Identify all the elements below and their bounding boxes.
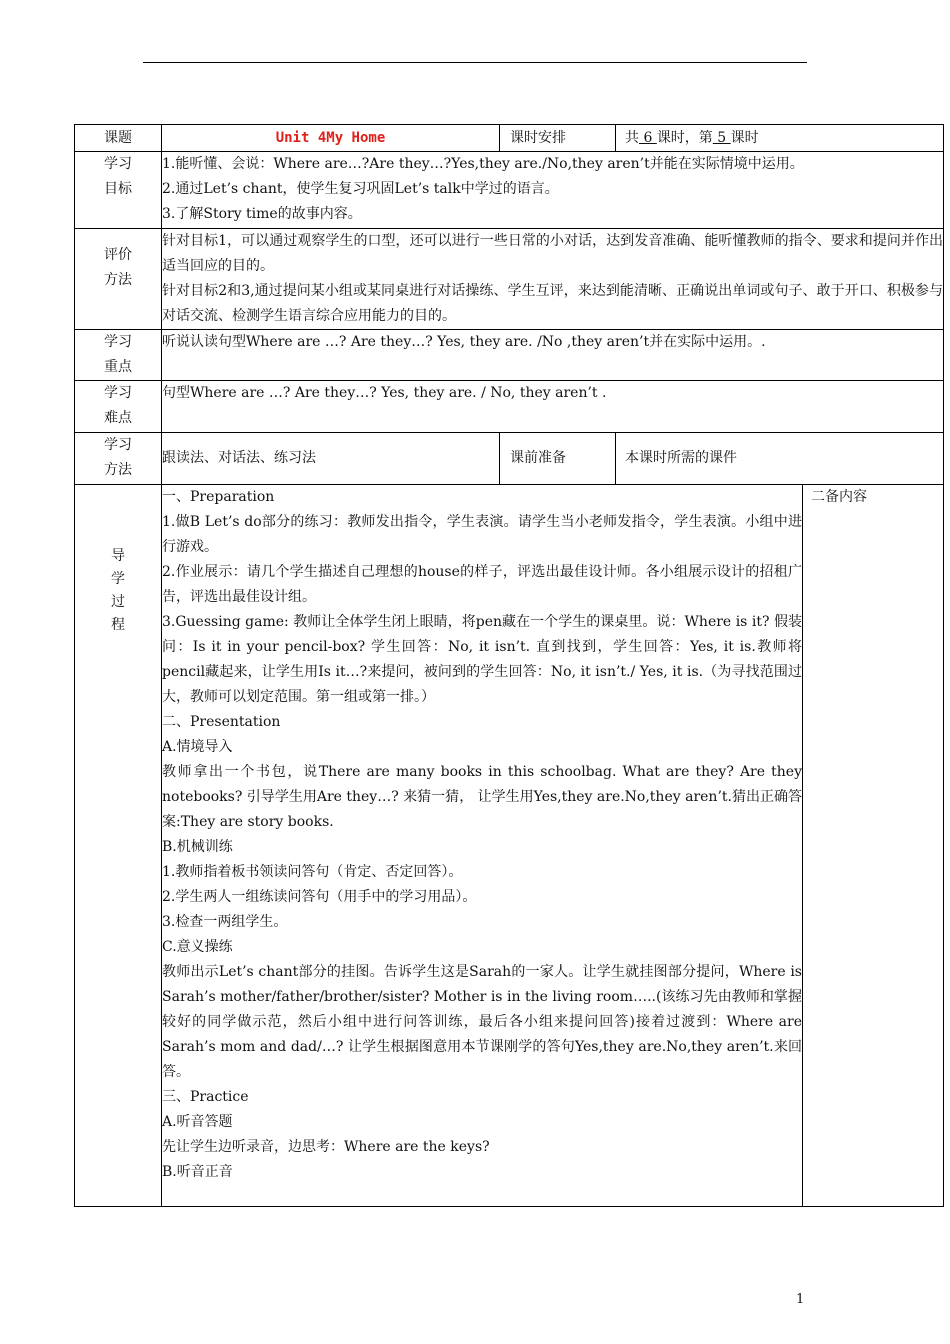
process-line: 2.作业展示：请几个学生描述自己理想的house的样子，评选出最佳设计师。各小组展示设计的招租广告，评选出最佳设计组。 — [162, 564, 802, 605]
evaluation-item: 针对目标2和3,通过提问某小组或某同桌进行对话操练、学生互评，来达到能清晰、正确说出单词或句子、敢于开口、积极参与对话交流、检测学生语言综合应用能力的目的。 — [162, 283, 943, 324]
goal-item: 2.通过Let’s chant，使学生复习巩固Let’s talk中学过的语言。 — [162, 181, 559, 197]
goal-item: 1.能听懂、会说：Where are…?Are they…?Yes,they are./No,they aren’t并能在实际情境中运用。 — [162, 156, 804, 172]
process-content — [162, 485, 803, 1207]
page-number: 1 — [796, 1292, 805, 1307]
row-difficulty — [75, 381, 944, 433]
label-goals: 学习 目标 — [75, 152, 162, 229]
evaluation-item: 针对目标1，可以通过观察学生的口型，还可以进行一些日常的小对话，达到发音准确、能听懂教师的指令、要求和提问并作出适当回应的目的。 — [162, 233, 943, 274]
process-line: C.意义操练 — [162, 939, 233, 955]
process-line: A.情境导入 — [162, 739, 233, 755]
label-topic: 课题 — [75, 125, 162, 152]
process-line: A.听音答题 — [162, 1114, 233, 1130]
side-notes: 二备内容 — [803, 485, 944, 1207]
focus-content: 听说认读句型Where are …? Are they…? Yes, they are. /No ,they aren’t并在实际中运用。. — [162, 330, 944, 381]
lesson-title: Unit 4My Home — [162, 125, 500, 152]
process-line: 3.Guessing game: 教师让全体学生闭上眼睛，将pen藏在一个学生的课桌里。说：Where is it? 假装问：Is it in your pencil-box? 学生回答：No, it isn’t. 直到找到，学生回答：Yes, it is.教师将pencil藏起来，让学生用Is it…?来提问，被问到的学生回答：No, it isn’t./ Yes, it is.（为寻找范围过大，教师可以划定范围。第一组或第一排。） — [162, 614, 802, 705]
header-rule — [143, 62, 807, 63]
process-line: 教师拿出一个书包，说There are many books in this schoolbag. What are they? Are they notebooks? 引导学生用Are they…? 来猜一猜， 让学生用Yes,they are.No,they aren’t.猜出正确答案:They are story books. — [162, 764, 802, 830]
schedule-info: 共 6 课时，第 5 课时 — [616, 125, 944, 152]
process-line: 一、Preparation — [162, 489, 275, 505]
process-line: 3.检查一两组学生。 — [162, 914, 288, 930]
difficulty-content: 句型Where are …? Are they…? Yes, they are. / No, they aren’t . — [162, 381, 944, 433]
row-topic — [75, 125, 944, 152]
process-line: 1.做B Let’s do部分的练习：教师发出指令，学生表演。请学生当小老师发指令，学生表演。小组中进行游戏。 — [162, 514, 802, 555]
row-focus — [75, 330, 944, 381]
process-line: 三、Practice — [162, 1089, 249, 1105]
process-line: 先让学生边听录音，边思考：Where are the keys? — [162, 1139, 490, 1155]
evaluation-content — [162, 229, 944, 330]
method-content: 跟读法、对话法、练习法 — [162, 433, 500, 485]
row-goals — [75, 152, 944, 229]
preparation-content: 本课时所需的课件 — [616, 433, 944, 485]
goals-content — [162, 152, 944, 229]
row-process — [75, 485, 944, 1207]
label-process: 导 学 过 程 — [75, 485, 162, 1207]
row-evaluation — [75, 229, 944, 330]
process-line: 1.教师指着板书领读问答句（肯定、否定回答）。 — [162, 864, 463, 880]
lesson-plan-table — [74, 124, 944, 1207]
label-preparation: 课前准备 — [500, 433, 616, 485]
label-method: 学习 方法 — [75, 433, 162, 485]
process-line: B.机械训练 — [162, 839, 233, 855]
process-line: B.听音正音 — [162, 1164, 233, 1180]
label-difficulty: 学习 难点 — [75, 381, 162, 433]
process-line: 教师出示Let’s chant部分的挂图。告诉学生这是Sarah的一家人。让学生就挂图部分提问，Where is Sarah’s mother/father/brother/sister? Mother is in the living room…..(该练习先由教师和掌握较好的同学做示范，然后小组中进行问答训练，最后各小组来提问回答)接着过渡到：Where are Sarah’s mom and dad/…? 让学生根据图意用本节课刚学的答句Yes,they are.No,they aren’t.来回答。 — [162, 964, 802, 1080]
row-method — [75, 433, 944, 485]
label-schedule: 课时安排 — [500, 125, 616, 152]
goal-item: 3.了解Story time的故事内容。 — [162, 206, 362, 222]
label-focus: 学习 重点 — [75, 330, 162, 381]
schedule-current: 5 — [712, 130, 731, 146]
process-line: 2.学生两人一组练读问答句（用手中的学习用品）。 — [162, 889, 477, 905]
label-evaluation: 评价 方法 — [75, 229, 162, 330]
process-line: 二、Presentation — [162, 714, 281, 730]
schedule-total: 6 — [639, 130, 657, 146]
